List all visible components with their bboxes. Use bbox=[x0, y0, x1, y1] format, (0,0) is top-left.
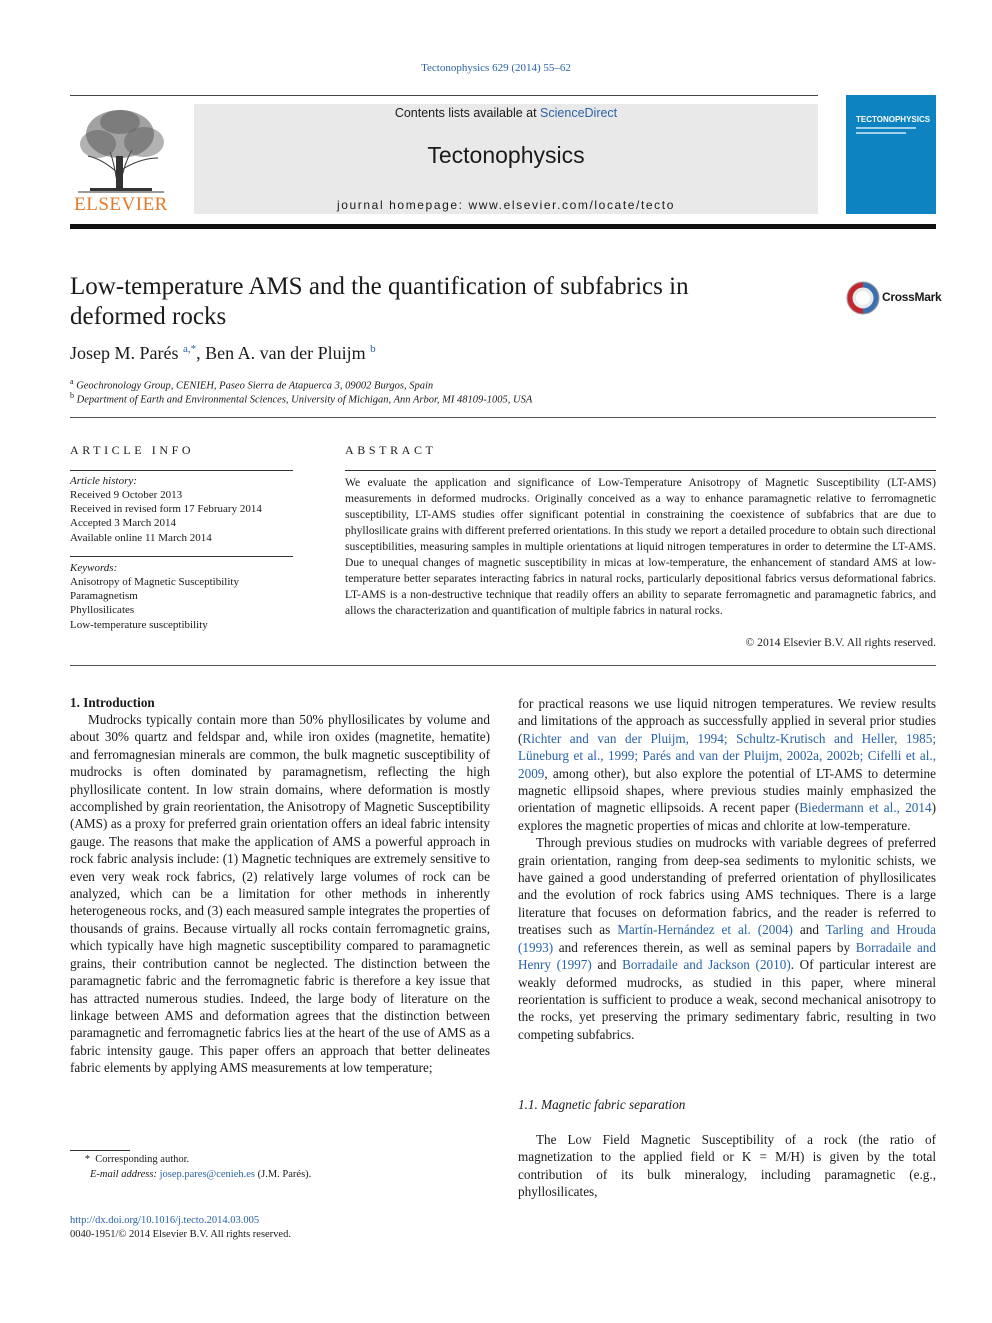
abstract-heading: ABSTRACT bbox=[345, 443, 437, 457]
masthead-thick-rule bbox=[70, 224, 936, 229]
section-heading: 1. Introduction bbox=[70, 695, 155, 710]
footnote-rule bbox=[70, 1150, 130, 1151]
keyword: Anisotropy of Magnetic Susceptibility bbox=[70, 576, 239, 588]
citation-link[interactable]: Tarling and Hrouda (1993) bbox=[518, 922, 936, 955]
doi-link[interactable]: http://dx.doi.org/10.1016/j.tecto.2014.03.005 bbox=[70, 1215, 260, 1226]
citation-link[interactable]: Martín-Hernández et al. (2004) bbox=[617, 922, 793, 938]
journal-cover-thumbnail bbox=[846, 95, 936, 214]
paragraph: Through previous studies on mudrocks with variable degrees of preferred grain orientation, ranging from deep-sea sediments to mylonitic schists, we have gained a good understanding of preferred orientation of phyllosilicates and the evolution of rock fabrics using AMS techniques. There is a large literature that focuses on deformation fabrics, and the reader is referred to treatises such as Martín-Hernández et al. (2004) and Tarling and Hrouda (1993) and references therein, as well as seminal papers by Borradaile and Henry (1997) and Borradaile and Jackson (2010). Of particular interest are weakly deformed mudrocks, as studied in this paper, where mineral reorientation is sufficient to produce a weak, second mechanical anisotropy to the rocks, yet preserving the primary sedimentary fabric, resulting in two competing subfabrics. bbox=[518, 835, 936, 1042]
footnote-email: E-mail address: josep.pares@cenieh.es (J.M. Parés). bbox=[90, 1169, 312, 1180]
keyword: Low-temperature susceptibility bbox=[70, 619, 208, 631]
affiliation-b: $^b$ Department of Earth and Environmental Sciences, University of Michigan, Ann Arbor, MI 48109-1005, USA bbox=[70, 391, 533, 406]
affiliation-a: $^a$ Geochronology Group, CENIEH, Paseo Sierra de Atapuerca 3, 09002 Burgos, Spain bbox=[70, 377, 434, 392]
citation-link[interactable]: Richter and van der Pluijm, 1994; Schultz-Krutisch and Heller, 1985; Lüneburg et al., 1999; Parés and van der Pluijm, 2002a, 2002b; Cifelli et al., 2009 bbox=[518, 730, 936, 781]
citation-link[interactable]: Borradaile and Jackson (2010) bbox=[622, 957, 791, 973]
elsevier-wordmark: ELSEVIER bbox=[74, 194, 168, 215]
contents-line: Contents lists available at ScienceDirect bbox=[394, 106, 618, 120]
body-column-right-cont bbox=[518, 1131, 936, 1201]
copyright: © 2014 Elsevier B.V. All rights reserved. bbox=[745, 636, 936, 649]
divider bbox=[345, 470, 936, 471]
sciencedirect-link[interactable]: ScienceDirect bbox=[540, 106, 618, 120]
citation-link[interactable]: Biedermann et al., 2014 bbox=[799, 800, 932, 816]
keywords-label: Keywords: bbox=[70, 562, 118, 574]
divider bbox=[70, 556, 293, 557]
keyword: Paramagnetism bbox=[70, 590, 138, 602]
issn-line: 0040-1951/© 2014 Elsevier B.V. All rights reserved. bbox=[70, 1229, 291, 1240]
history-accepted: Accepted 3 March 2014 bbox=[70, 517, 176, 529]
affiliation-ref[interactable]: b bbox=[370, 343, 376, 355]
paragraph: for practical reasons we use liquid nitrogen temperatures. We review results and limitations of the approach as successfully applied in several prior studies (Richter and van der Pluijm, 1994; Schultz-Krutisch and Heller, 1985; Lüneburg et al., 1999; Parés and van der Pluijm, 2002a, 2002b; Cifelli et al., 2009, among other), but also explore the potential of LT-AMS to determine magnetic ellipsoid shapes, where previous studies mainly emphasized the orientation of magnetic ellipsoids. A recent paper (Biedermann et al., 2014) explores the magnetic properties of micas and chlorite at low-temperature. bbox=[518, 696, 936, 833]
history-revised: Received in revised form 17 February 2014 bbox=[70, 503, 262, 515]
journal-citation[interactable]: Tectonophysics 629 (2014) 55–62 bbox=[421, 62, 571, 74]
affiliation-ref[interactable]: a, bbox=[183, 343, 191, 355]
subsection-heading: 1.1. Magnetic fabric separation bbox=[518, 1097, 686, 1112]
crossmark-icon[interactable] bbox=[846, 281, 880, 315]
history-label: Article history: bbox=[70, 475, 137, 487]
keyword: Phyllosilicates bbox=[70, 604, 135, 616]
divider bbox=[70, 470, 293, 471]
author-name: Josep M. Parés bbox=[70, 343, 179, 363]
cover-title: TECTONOPHYSICS bbox=[856, 115, 931, 124]
author-name: Ben A. van der Pluijm bbox=[205, 343, 366, 363]
body-column-left bbox=[70, 711, 490, 1077]
article-title: Low-temperature AMS and the quantification of subfabrics in deformed rocks bbox=[70, 273, 689, 330]
paragraph: Mudrocks typically contain more than 50% phyllosilicates by volume and about 30% quartz and feldspar and, while iron oxides (magnetite, hematite) and ferromagnesian minerals are common, the bulk magnetic susceptibility of mudrocks is often dominated by paramagnetism, reflecting the high phyllosilicate content. In low strain domains, where deformation is mostly accomplished by grain reorientation, the Anisotropy of Magnetic Susceptibility (AMS) as a proxy for preferred grain orientation offers an ideal fabric intensity gauge. The reasons that make the application of AMS a powerful approach in rock fabric analysis include: (1) Magnetic techniques are extremely sensitive to even very weak rock fabrics, (2) relatively large volumes of rock can be analyzed, which can be a limitation for other methods in inherently heterogeneous rocks, and (3) each measured sample integrates the properties of thousands of grains. Because virtually all rocks contain ferromagnetic grains, which typically have high magnetic susceptibility compared to paramagnetic grains, their contribution cannot be neglected. The distinction between the paramagnetic fabric and the ferromagnetic fabric is therefore a key issue that has attracted numerous studies. Indeed, the large body of literature on the linkage between AMS and deformation agrees that the distinction between paramagnetic and ferromagnetic fabrics lies at the heart of the use of AMS as a fabric intensity gauge. This paper offers an approach that better delineates fabric elements by applying AMS measurements at low temperature; bbox=[70, 712, 490, 1076]
divider bbox=[70, 665, 936, 666]
paragraph: The Low Field Magnetic Susceptibility of a rock (the ratio of magnetization to the applied field or K = M/H) is given by the total contribution of its bulk mineralogy, including paramagnetic (e.g., phyllosilicates, bbox=[518, 1132, 936, 1200]
divider bbox=[70, 417, 936, 418]
crossmark-label[interactable]: CrossMark bbox=[882, 290, 942, 304]
footnote-corresponding: * Corresponding author. bbox=[84, 1154, 190, 1165]
corresponding-star[interactable]: * bbox=[190, 343, 197, 355]
author-list: Josep M. Parés $^{a,*}$, Ben A. van der Pluijm $^b$ bbox=[70, 343, 376, 363]
abstract-text: We evaluate the application and significance of Low-Temperature Anisotropy of Magnetic Susceptibility (LT-AMS) measurements in deformed mudrocks. Originally conceived as a way to enhance paramagnetic relative to ferromagnetic susceptibility, LT-AMS studies offer significant potential in constraining the coexistence of subfabrics that are due to phyllosilicate grains with different preferred orientations. In this study we report a detailed procedure to obtain such directional susceptibilities, measuring samples in multiple orientations at liquid nitrogen temperatures in order to determine the LT-AMS. Due to unequal changes of magnetic susceptibility in micas at low-temperature, the enhancement of standard AMS at low-temperature better separates interacting fabrics in natural rocks, particularly depositional fabrics versus deformational fabrics. LT-AMS is a non-destructive technique that readily offers an ability to separate ferromagnetic and paramagnetic fabrics, and allows the characterization and quantification of multiple fabrics in natural rocks. bbox=[345, 476, 936, 617]
citation-link[interactable]: Borradaile and Henry (1997) bbox=[518, 939, 936, 973]
header-rule bbox=[70, 95, 818, 96]
article-info-heading: ARTICLE INFO bbox=[70, 443, 195, 457]
email-link[interactable]: josep.pares@cenieh.es bbox=[159, 1169, 255, 1180]
journal-homepage[interactable]: journal homepage: www.elsevier.com/locate/tecto bbox=[336, 198, 675, 212]
body-column-right bbox=[518, 695, 936, 1043]
journal-name: Tectonophysics bbox=[427, 142, 585, 168]
history-received: Received 9 October 2013 bbox=[70, 489, 183, 501]
history-online: Available online 11 March 2014 bbox=[70, 532, 212, 544]
